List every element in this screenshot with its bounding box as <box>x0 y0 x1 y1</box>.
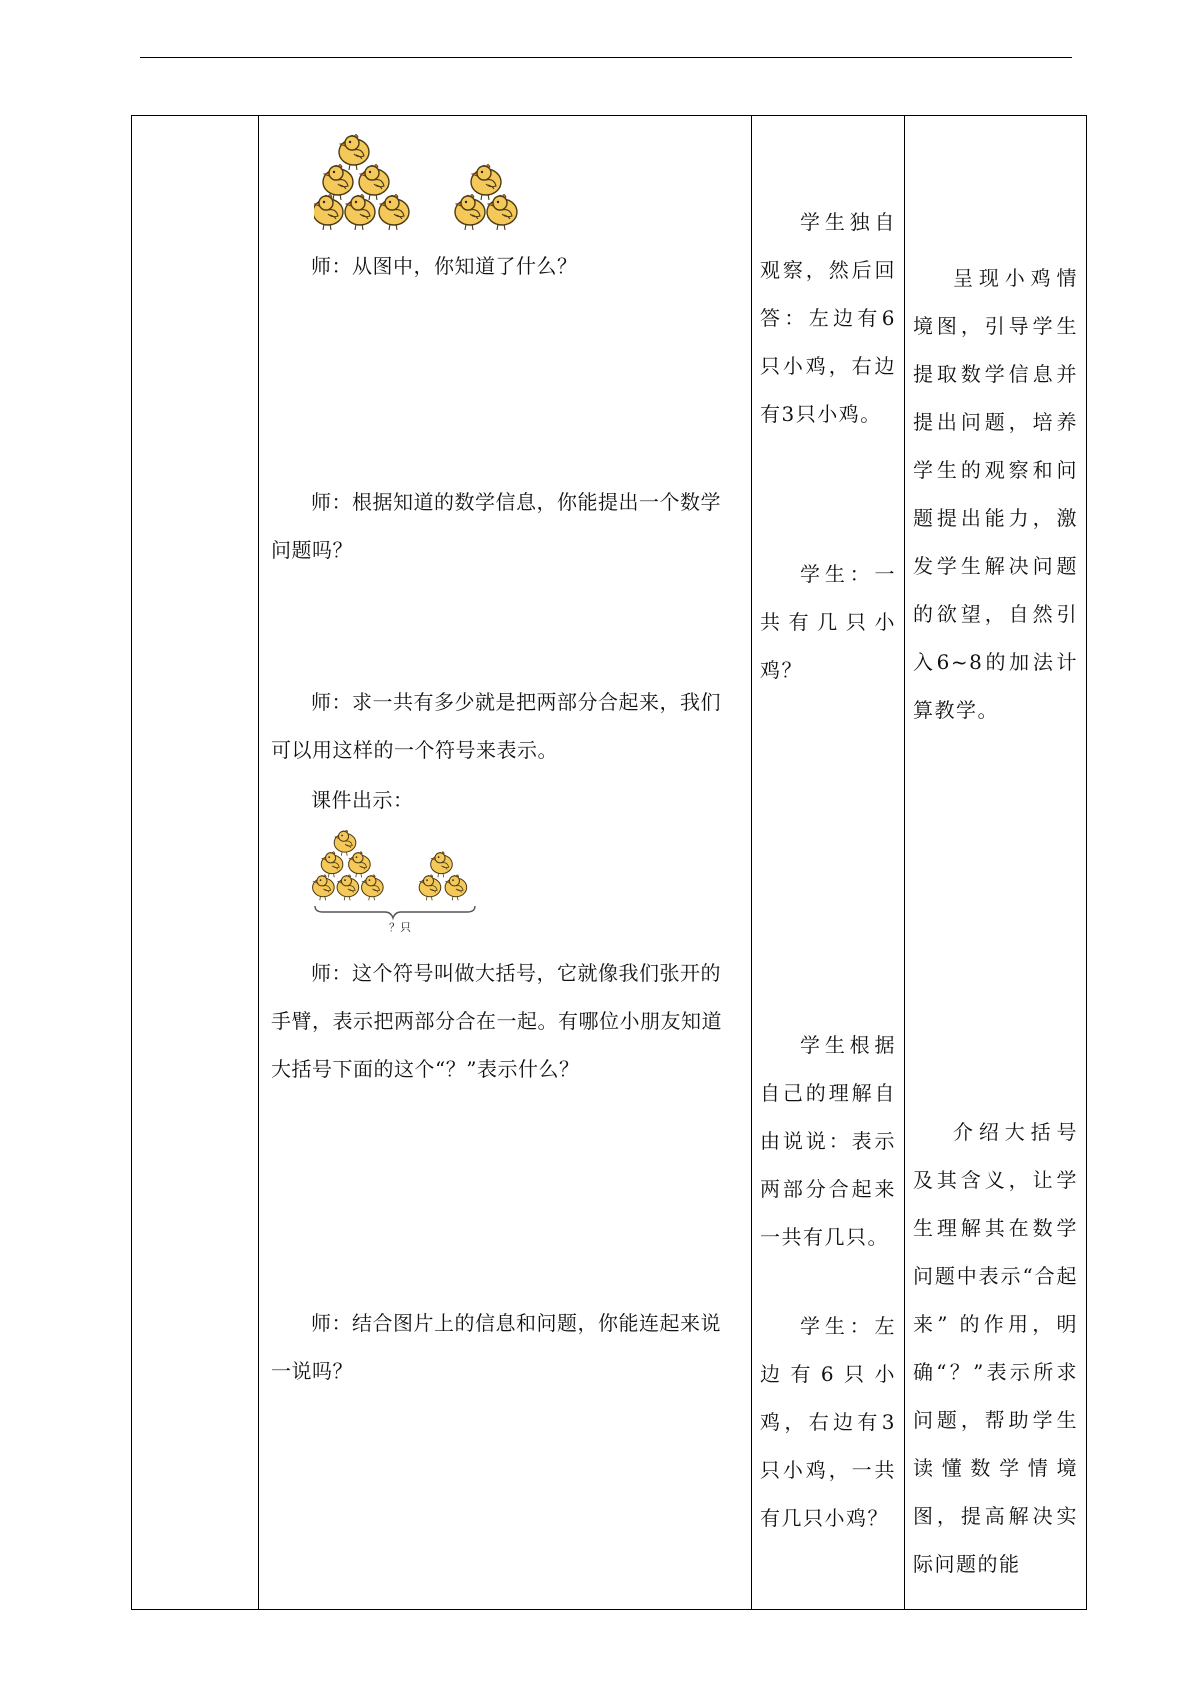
chick-icon <box>471 165 501 201</box>
chicks-figure <box>314 130 544 230</box>
stage-column-cell <box>132 116 259 1610</box>
student-answer-2: 学生：一共有几只小鸡？ <box>760 562 896 682</box>
lesson-plan-table <box>131 115 1087 1610</box>
design-intent-1: 呈现小鸡情境图，引导学生提取数学信息并提出问题，培养学生的观察和问题提出能力，激发学生解决问题的欲望，自然引入6~8的加法计算教学。 <box>913 266 1078 722</box>
brace-symbol <box>315 906 475 918</box>
teacher-question-3: 师：这个符号叫做大括号，它就像我们张开的手臂，表示把两部分合在一起。有哪位小朋友知道大括号下面的这个“？”表示什么？ <box>271 961 722 1081</box>
chick-icon <box>334 830 356 856</box>
design-intent-cell <box>905 116 1087 1610</box>
courseware-label: 课件出示： <box>311 788 414 812</box>
chick-icon <box>445 875 467 901</box>
chick-icon <box>345 195 375 231</box>
chick-icon <box>337 875 359 901</box>
chick-icon <box>349 852 371 878</box>
chick-icon <box>359 165 389 201</box>
header-rule <box>140 57 1072 58</box>
chick-icon <box>487 195 517 231</box>
chick-icon <box>431 852 453 878</box>
chick-icon <box>321 852 343 878</box>
teacher-activity-cell <box>259 116 752 1610</box>
chick-icon <box>339 135 369 171</box>
teacher-question-1: 师：从图中，你知道了什么？ <box>311 254 578 278</box>
teacher-question-2: 师：根据知道的数学信息，你能提出一个数学问题吗？ <box>271 490 721 562</box>
student-activity-cell <box>752 116 905 1610</box>
chick-icon <box>419 875 441 901</box>
chick-icon <box>379 195 409 231</box>
student-answer-3: 学生根据自己的理解自由说说：表示两部分合起来一共有几只。 <box>760 1033 896 1249</box>
student-answer-1: 学生独自观察，然后回答：左边有6只小鸡，右边有3只小鸡。 <box>760 210 896 426</box>
teacher-explanation-brace: 师：求一共有多少就是把两部分合起来，我们可以用这样的一个符号来表示。 <box>271 690 721 762</box>
chick-icon <box>362 875 384 901</box>
design-intent-2: 介绍大括号及其含义，让学生理解其在数学问题中表示“合起来” 的作用，明确“？”表示所求问题，帮助学生读懂数学情境图，提高解决实际问题的能 <box>913 1120 1078 1576</box>
chick-icon <box>314 195 343 231</box>
student-answer-4: 学生：左边有6只小鸡，右边有3只小鸡，一共有几只小鸡？ <box>760 1314 896 1530</box>
brace-label: ？只 <box>389 921 411 934</box>
teacher-question-4: 师：结合图片上的信息和问题，你能连起来说一说吗？ <box>271 1311 721 1383</box>
chick-icon <box>313 875 335 901</box>
chicks-with-brace-figure <box>309 824 489 934</box>
